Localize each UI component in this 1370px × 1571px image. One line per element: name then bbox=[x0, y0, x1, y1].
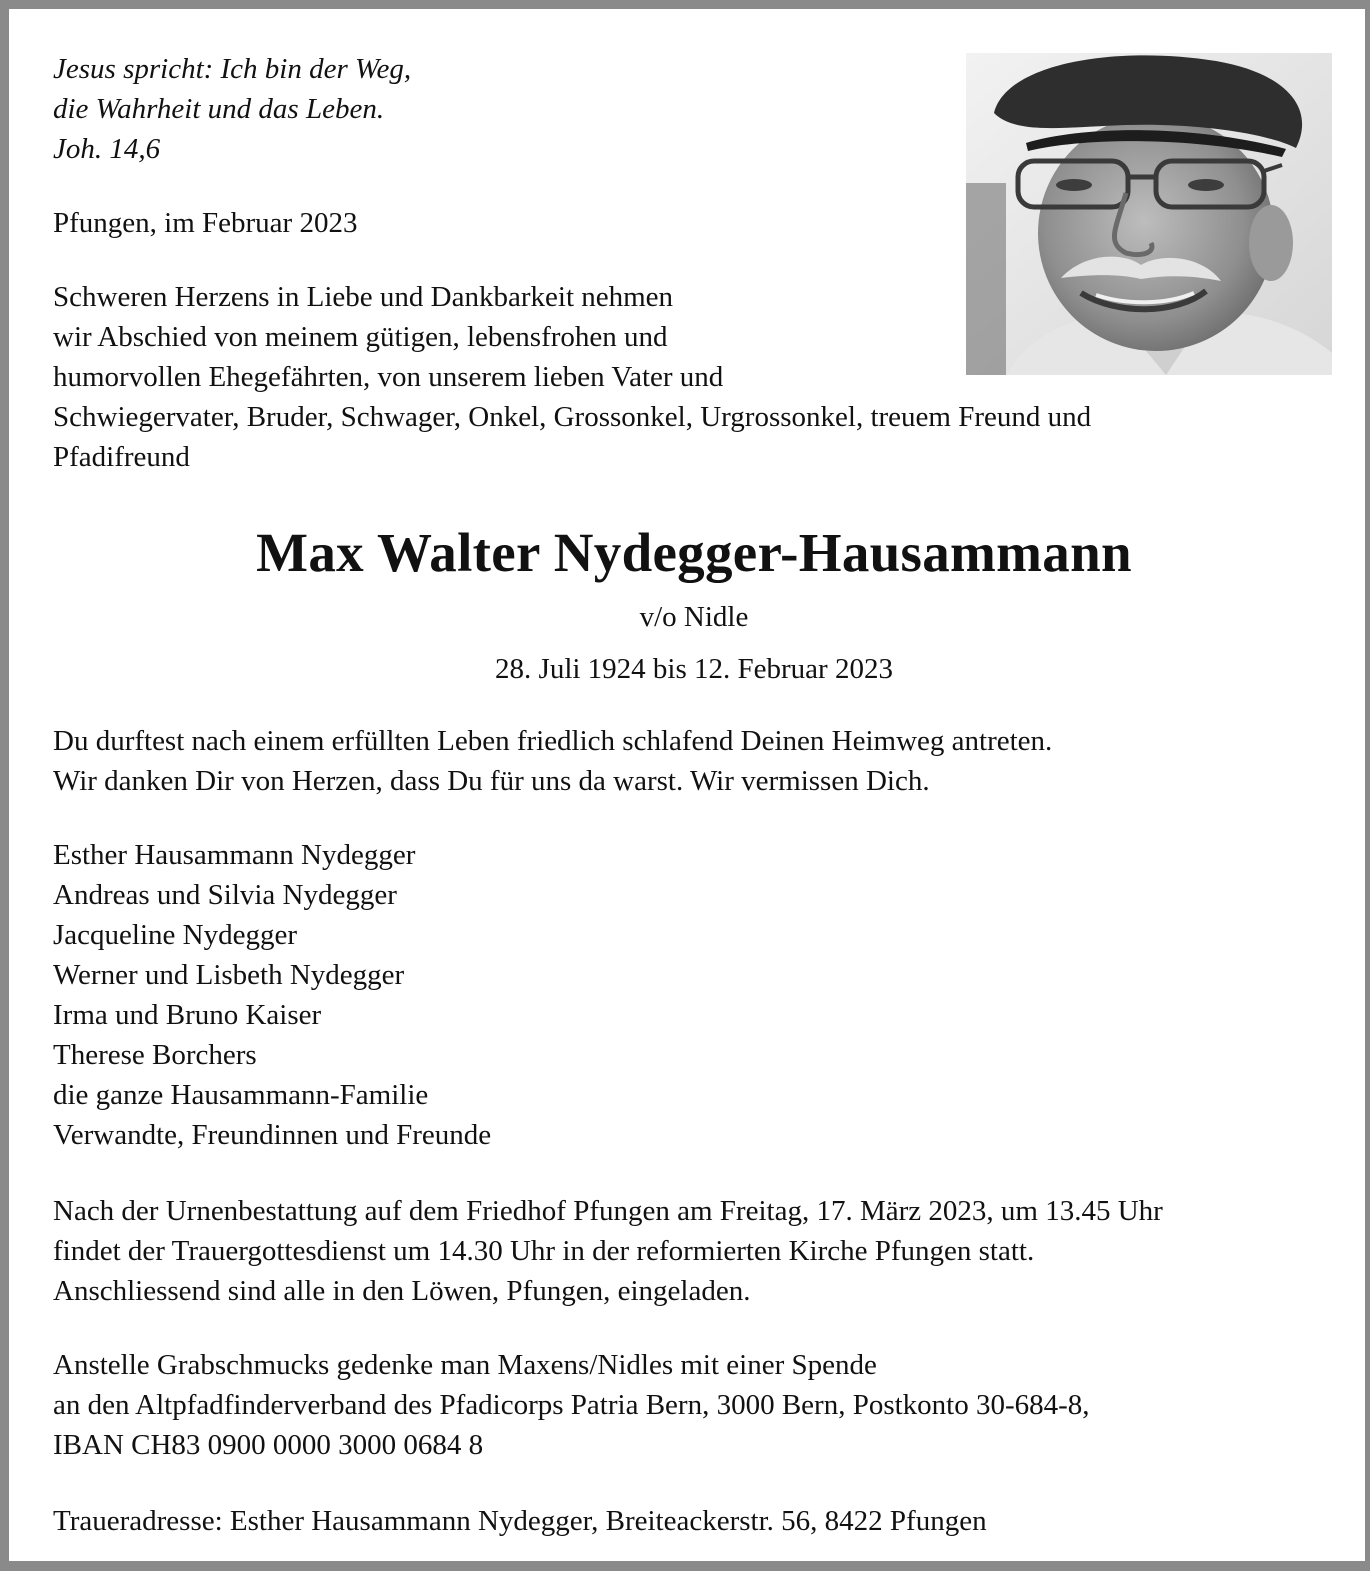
service-line: Nach der Urnenbestattung auf dem Friedhof Pfungen am Freitag, 17. März 2023, um 13.45 Uhr bbox=[53, 1195, 1163, 1227]
service-line: findet der Trauergottesdienst um 14.30 Uhr in der reformierten Kirche Pfungen statt. bbox=[53, 1235, 1035, 1267]
mourner: Andreas und Silvia Nydegger bbox=[53, 879, 397, 911]
donation-info bbox=[53, 1345, 1343, 1465]
dateline: Pfungen, im Februar 2023 bbox=[53, 207, 358, 239]
mourner: Verwandte, Freundinnen und Freunde bbox=[53, 1119, 492, 1151]
funeral-service-info bbox=[53, 1191, 1343, 1311]
life-dates: 28. Juli 1924 bis 12. Februar 2023 bbox=[495, 653, 893, 685]
mourner: Esther Hausammann Nydegger bbox=[53, 839, 416, 871]
mourner: die ganze Hausammann-Familie bbox=[53, 1079, 429, 1111]
intro-line: wir Abschied von meinem gütigen, lebensfrohen und bbox=[53, 321, 668, 353]
message-line: Wir danken Dir von Herzen, dass Du für uns da warst. Wir vermissen Dich. bbox=[53, 765, 930, 797]
intro-paragraph bbox=[53, 277, 1343, 477]
mourners-list bbox=[53, 835, 1343, 1155]
verse-line: Jesus spricht: Ich bin der Weg, bbox=[53, 53, 412, 85]
mourner: Therese Borchers bbox=[53, 1039, 257, 1071]
intro-line: Schweren Herzens in Liebe und Dankbarkeit nehmen bbox=[53, 281, 674, 313]
deceased-nickname: v/o Nidle bbox=[639, 601, 749, 633]
mourner: Jacqueline Nydegger bbox=[53, 919, 297, 951]
donation-line: Anstelle Grabschmucks gedenke man Maxens/Nidles mit einer Spende bbox=[53, 1349, 877, 1381]
message-line: Du durftest nach einem erfüllten Leben friedlich schlafend Deinen Heimweg antreten. bbox=[53, 725, 1053, 757]
mourning-address: Traueradresse: Esther Hausammann Nydegger, Breiteackerstr. 56, 8422 Pfungen bbox=[53, 1505, 987, 1537]
bible-verse bbox=[53, 49, 1343, 169]
mourner: Irma und Bruno Kaiser bbox=[53, 999, 322, 1031]
intro-line: Schwiegervater, Bruder, Schwager, Onkel, Grossonkel, Urgrossonkel, treuem Freund und bbox=[53, 401, 1092, 433]
intro-line: humorvollen Ehegefährten, von unserem lieben Vater und bbox=[53, 361, 724, 393]
donation-iban: IBAN CH83 0900 0000 3000 0684 8 bbox=[53, 1429, 484, 1461]
verse-reference: Joh. 14,6 bbox=[53, 133, 161, 165]
mourner: Werner und Lisbeth Nydegger bbox=[53, 959, 405, 991]
donation-line: an den Altpfadfinderverband des Pfadicorps Patria Bern, 3000 Bern, Postkonto 30-684-8, bbox=[53, 1389, 1090, 1421]
verse-line: die Wahrheit und das Leben. bbox=[53, 93, 385, 125]
obituary-text bbox=[53, 49, 1343, 1541]
farewell-message bbox=[53, 721, 1343, 801]
service-line: Anschliessend sind alle in den Löwen, Pfungen, eingeladen. bbox=[53, 1275, 751, 1307]
intro-line: Pfadifreund bbox=[53, 441, 190, 473]
deceased-name: Max Walter Nydegger-Hausammann bbox=[256, 522, 1132, 583]
